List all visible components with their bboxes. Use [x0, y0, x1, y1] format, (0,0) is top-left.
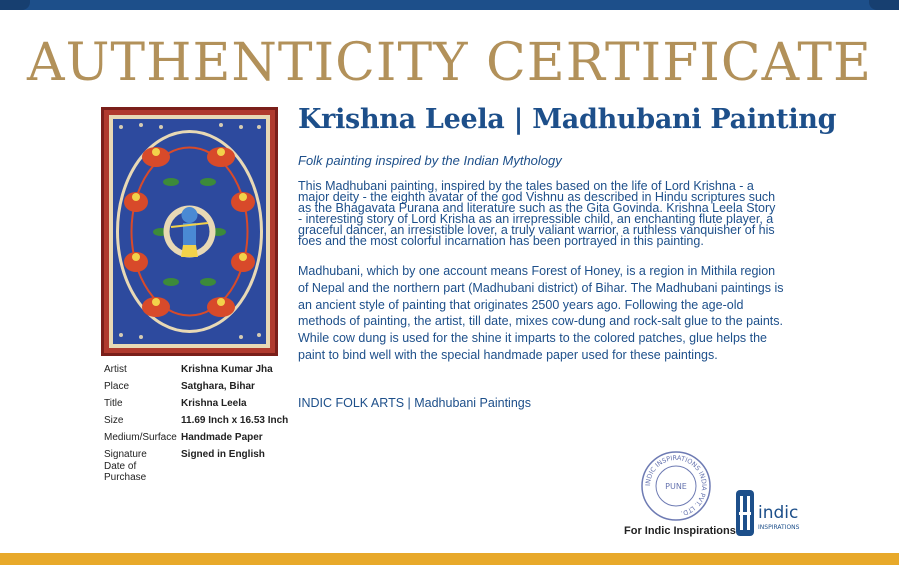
detail-row-artist [104, 361, 288, 378]
detail-label: Date of Purchase [104, 460, 147, 483]
description-paragraph-2: Madhubani, which by one account means Forest of Honey, is a region in Mithila region of Nepal and the northern part (Madhubani district) of Bihar. The Madhubani paintings is an ancient style of painting that originates 2500 years ago. Following the age-old methods of painting, the artist, till date, mixes cow-dung and rock-salt glue to the paints. While cow dung is used for the shine it imparts to the colored patches, glue helps the paint to bind well with the special handmade paper used for these paintings. [298, 264, 784, 362]
detail-label: Medium/Surface [104, 432, 177, 443]
top-bar-right-edge [869, 0, 899, 10]
top-bar-left-edge [0, 0, 30, 10]
stamp-center: PUNE [665, 482, 687, 491]
certificate-title: AUTHENTICITY CERTIFICATE [27, 33, 872, 93]
detail-value: Satghara, Bihar [181, 381, 255, 392]
top-bar [0, 0, 899, 10]
detail-row-size [104, 412, 288, 429]
detail-row-place [104, 378, 288, 395]
detail-label: Size [104, 415, 124, 426]
detail-value: 11.69 Inch x 16.53 Inch [181, 415, 289, 426]
detail-value: Handmade Paper [181, 432, 263, 443]
stamp-text: INDIC INSPIRATIONS INDIA PVT. LTD. [643, 453, 709, 518]
brand-line: INDIC FOLK ARTS | Madhubani Paintings [298, 396, 531, 410]
description-paragraph-1: This Madhubani painting, inspired by the tales based on the life of Lord Krishna - a major deity - the eighth avatar of the god Vishnu as described in Hindu scriptures such as the Bhagavata Purana and literature such as the Gita Govinda. Krishna Leela Story - interesting story of Lord Krisha as an irrepressible child, an enchanting flute player, a graceful dancer, an irresistible lover, a truly valiant warrior, a ruthless vanquisher of his foes and the most colorful incarnation has been portrayed in this painting. [298, 179, 776, 248]
detail-value: Signed in English [181, 449, 265, 460]
painting-image [101, 107, 278, 356]
signatory-text: For Indic Inspirations [624, 525, 736, 537]
artwork-subtitle: Folk painting inspired by the Indian Mythology [298, 153, 562, 168]
detail-label: Artist [104, 364, 127, 375]
detail-label: Signature [104, 449, 147, 460]
detail-value: Krishna Leela [181, 398, 247, 409]
indic-logo [734, 488, 814, 538]
detail-label: Title [104, 398, 123, 409]
detail-value: Krishna Kumar Jha [181, 364, 273, 375]
bottom-bar [0, 553, 899, 565]
artwork-title: Krishna Leela | Madhubani Painting [298, 104, 837, 135]
details-table [104, 361, 289, 483]
logo-word: indic [758, 503, 799, 523]
detail-row-date [104, 460, 288, 483]
detail-row-title [104, 395, 288, 412]
detail-row-medium [104, 429, 288, 446]
company-stamp [640, 450, 712, 522]
logo-sub: INSPIRATIONS [758, 524, 800, 531]
detail-label: Place [104, 381, 130, 392]
